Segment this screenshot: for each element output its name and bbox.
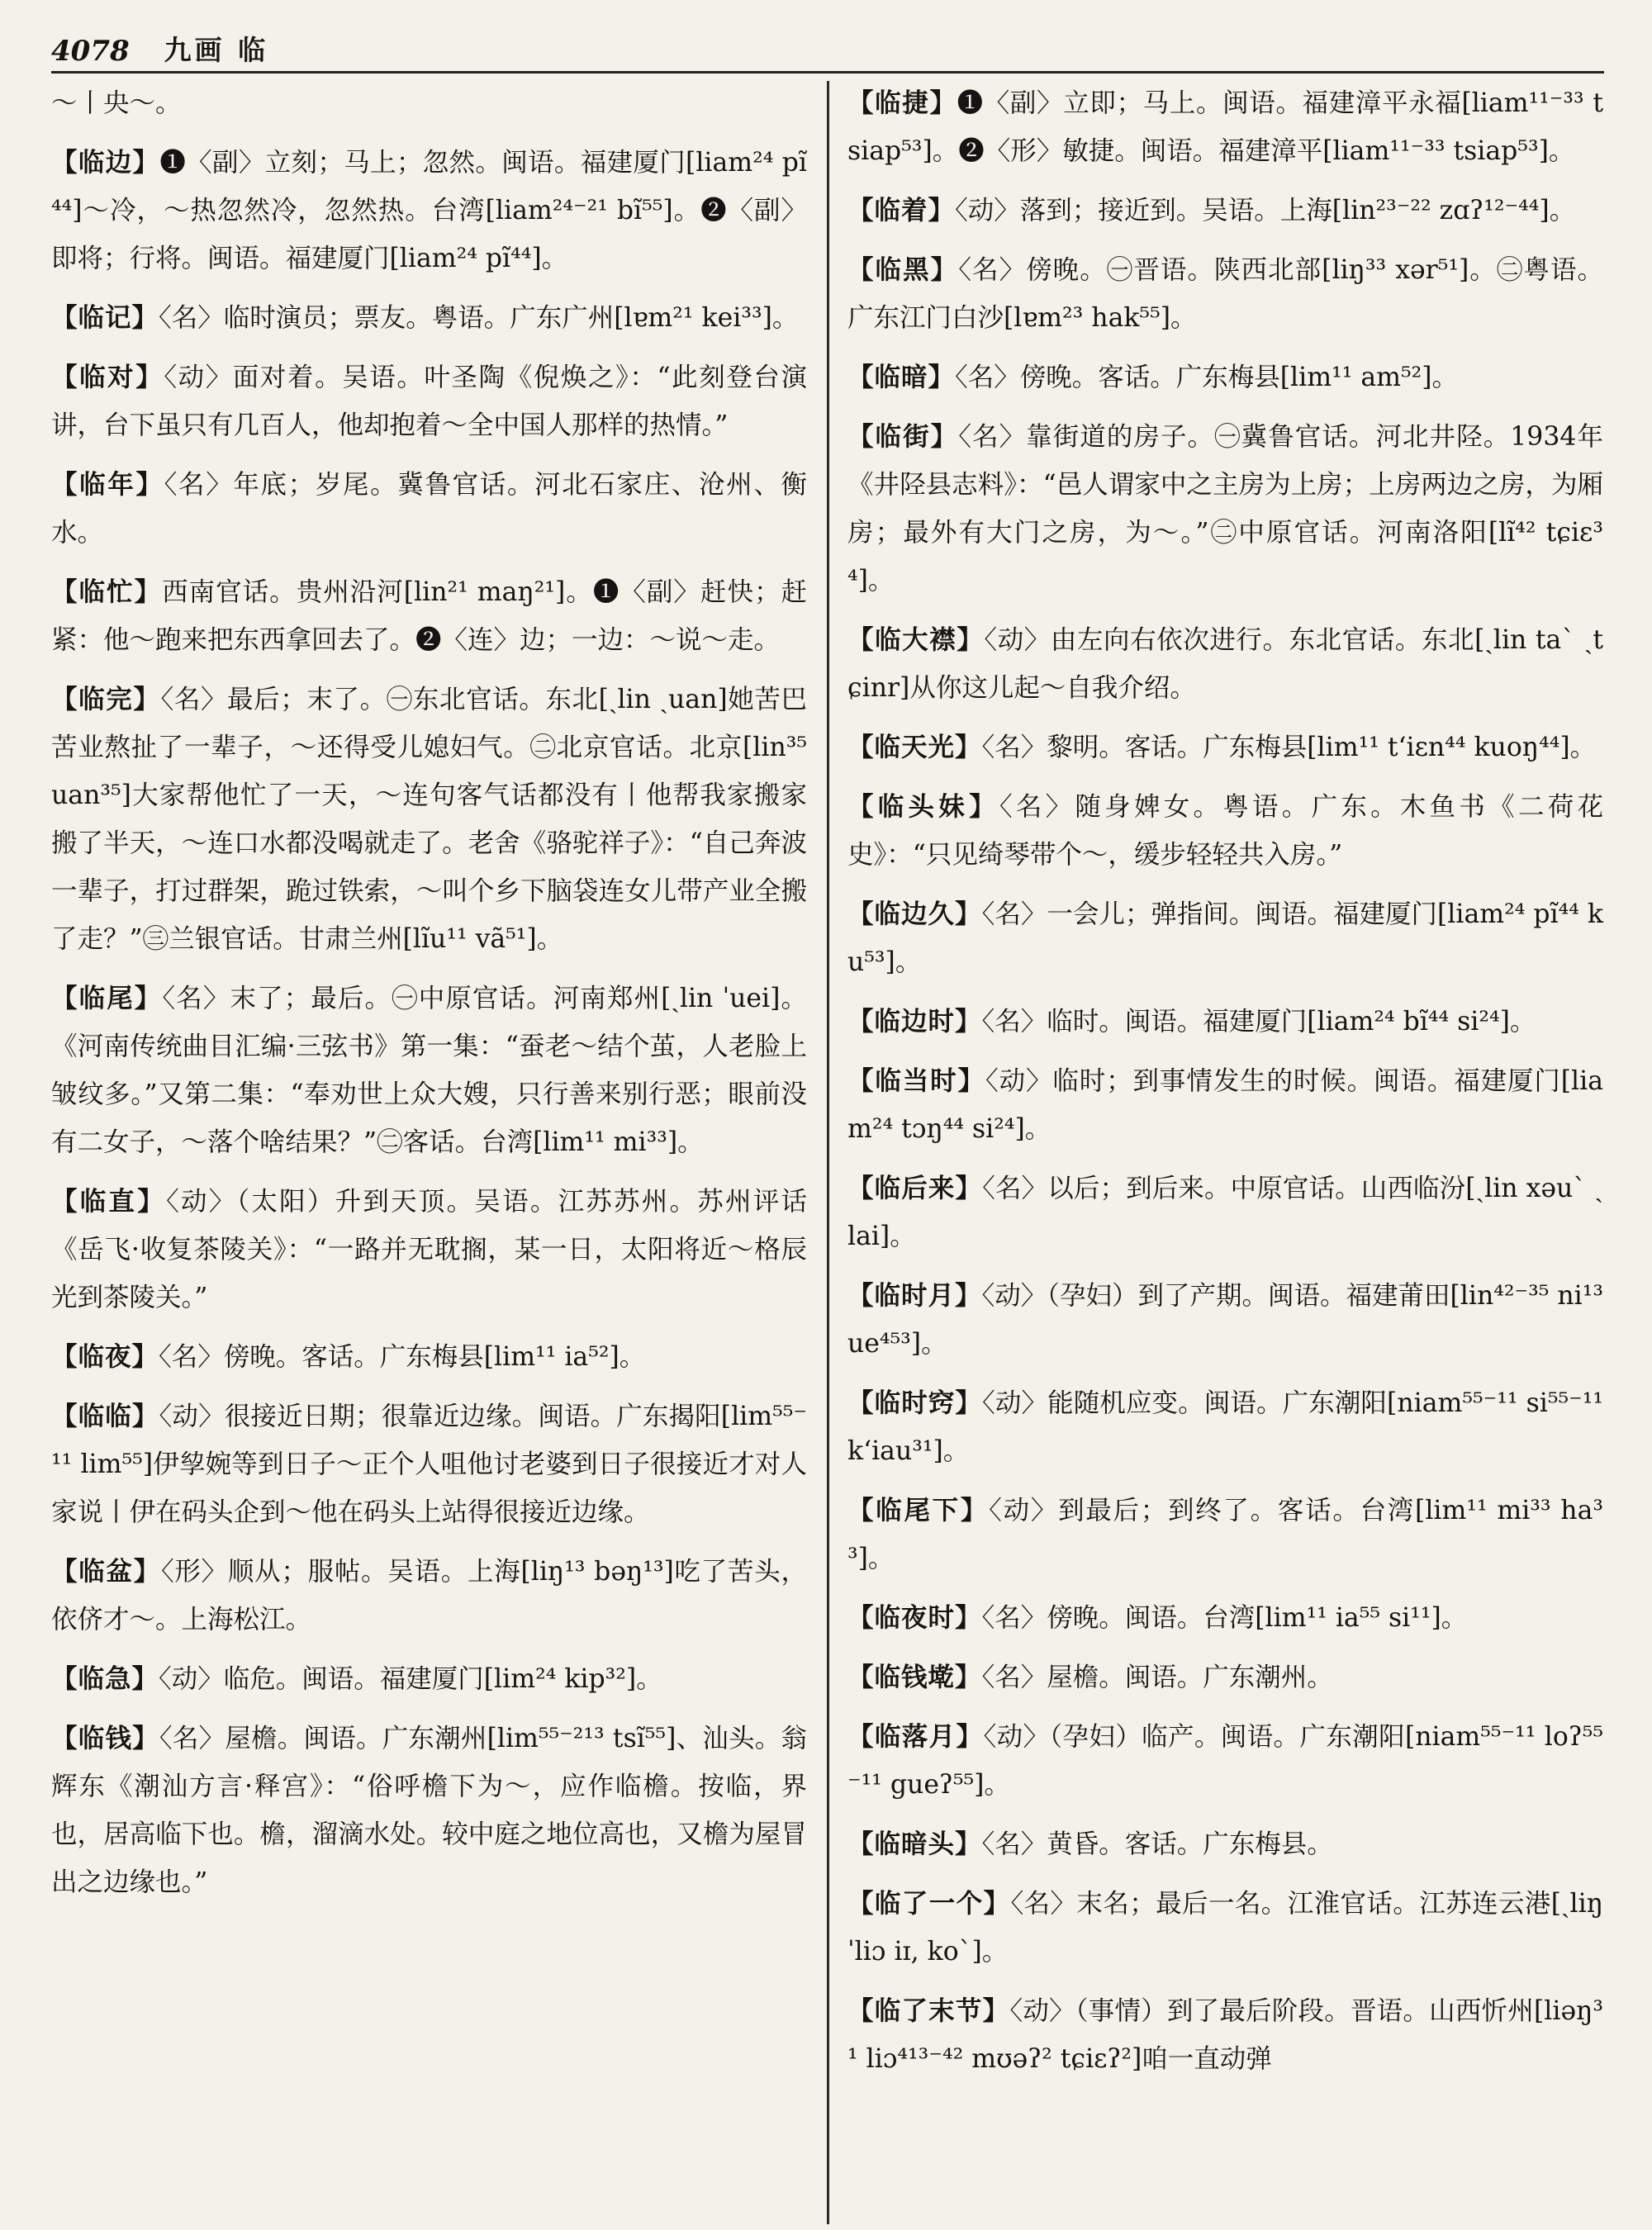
entry-headword: 【临直】 bbox=[51, 1186, 166, 1217]
dictionary-entry bbox=[51, 1333, 807, 1381]
entry-definition: 〈名〉随身婢女。粤语。广东。木鱼书《二荷花史》：“只见绮琴带个～，缓步轻轻共入房。” bbox=[847, 792, 1603, 870]
entry-definition: 〈名〉年底；岁尾。冀鲁官话。河北石家庄、沧州、衡水。 bbox=[51, 470, 807, 548]
right-column bbox=[847, 79, 1603, 2095]
dictionary-entry bbox=[847, 1820, 1603, 1868]
entry-headword: 【临头妹】 bbox=[847, 791, 999, 822]
entry-headword: 【临尾下】 bbox=[847, 1495, 990, 1525]
entry-definition: 〈名〉临时。闽语。福建厦门[liam²⁴ bĩ⁴⁴ si²⁴]。 bbox=[981, 1007, 1536, 1037]
dictionary-entry bbox=[847, 616, 1603, 712]
entry-definition: 西南官话。贵州沿河[lin²¹ maŋ²¹]。❶〈副〉赶快；赶紧：他～跑来把东西拿回去了。❷〈连〉边；一边：～说～走。 bbox=[51, 577, 807, 655]
entry-definition: 〈名〉傍晚。客话。广东梅县[lim¹¹ am⁵²]。 bbox=[955, 363, 1459, 392]
entry-definition: 〈动〉很接近日期；很靠近边缘。闽语。广东揭阳[lim⁵⁵⁻¹¹ lim⁵⁵]伊孧婉等到日子～正个人咀他讨老婆到日子很接近才对人家说丨伊在码头企到～他在码头上站得很接近边缘。 bbox=[51, 1402, 807, 1527]
dictionary-entry bbox=[51, 1548, 807, 1644]
entry-headword: 【临边】 bbox=[51, 147, 160, 178]
entry-definition: 〈名〉靠街道的房子。㊀冀鲁官话。河北井陉。1934年《井陉县志料》：“邑人谓家中之主房为上房；上房两边之房，为厢房；最外有大门之房，为～。”㊁中原官话。河南洛阳[lĩ⁴² tɕiɛ³⁴]。 bbox=[847, 422, 1603, 595]
entry-headword: 【临完】 bbox=[51, 684, 161, 714]
entry-definition: 〈名〉屋檐。闽语。广东潮州。 bbox=[981, 1663, 1333, 1692]
entry-definition: 〈名〉临时演员；票友。粤语。广东广州[lɐm²¹ kei³³]。 bbox=[159, 303, 799, 333]
entry-headword: 【临捷】 bbox=[847, 88, 957, 118]
entry-definition: 〈名〉黎明。客话。广东梅县[lim¹¹ tʻiɛn⁴⁴ kuoŋ⁴⁴]。 bbox=[981, 733, 1597, 762]
entry-headword: 【临临】 bbox=[51, 1401, 159, 1431]
entry-headword: 【临当时】 bbox=[847, 1065, 985, 1096]
dictionary-entry bbox=[847, 1594, 1603, 1642]
dictionary-entry bbox=[847, 413, 1603, 605]
dictionary-entry bbox=[51, 975, 807, 1166]
dictionary-entry bbox=[51, 461, 807, 557]
entry-headword: 【临年】 bbox=[51, 469, 164, 500]
header-rule bbox=[51, 71, 1604, 74]
dictionary-entry bbox=[847, 1487, 1603, 1582]
entry-definition: 〈动〉到最后；到终了。客话。台湾[lim¹¹ mi³³ ha³³]。 bbox=[847, 1496, 1603, 1573]
dictionary-entry bbox=[847, 724, 1603, 771]
entry-headword: 【临夜】 bbox=[51, 1341, 159, 1372]
dictionary-entry bbox=[51, 79, 807, 127]
entry-headword: 【临记】 bbox=[51, 302, 159, 333]
dictionary-entry bbox=[847, 1987, 1603, 2083]
dictionary-entry bbox=[847, 1272, 1603, 1368]
entry-definition: ❶〈副〉立即；马上。闽语。福建漳平永福[liam¹¹⁻³³ tsiap⁵³]。❷〈形〉敏捷。闽语。福建漳平[liam¹¹⁻³³ tsiap⁵³]。 bbox=[847, 88, 1603, 166]
dictionary-entry bbox=[51, 294, 807, 342]
entry-definition: ❶〈副〉立刻；马上；忽然。闽语。福建厦门[liam²⁴ pĩ⁴⁴]～冷，～热忽然冷，忽然热。台湾[liam²⁴⁻²¹ bĩ⁵⁵]。❷〈副〉即将；行将。闽语。福建厦门[liam²⁴ pĩ⁴⁴]。 bbox=[51, 148, 807, 273]
dictionary-entry bbox=[847, 1713, 1603, 1809]
dictionary-entry bbox=[51, 568, 807, 664]
entry-headword: 【临暗】 bbox=[847, 362, 956, 392]
entry-headword: 【临钱墘】 bbox=[847, 1662, 982, 1692]
entry-headword: 【临急】 bbox=[51, 1663, 159, 1694]
dictionary-entry bbox=[847, 353, 1603, 401]
entry-definition: 〈名〉最后；末了。㊀东北官话。东北[ˏlin ˏuan]她苦巴苦业熬扯了一辈子，～还得受儿媳妇气。㊁北京官话。北京[lin³⁵ uan³⁵]大家帮他忙了一天，～连句客气话都没有丨他帮我家搬家搬了半天，～连口水都没喝就走了。老舍《骆驼祥子》：“自己奔波一辈子，打过群架，跪过铁索，～叫个乡下脑袋连女儿带产业全搬了走？”㊂兰银官话。甘肃兰州[lĩu¹¹ vã⁵¹]。 bbox=[51, 685, 807, 954]
dictionary-entry bbox=[51, 1715, 807, 1906]
entry-definition: 〈动〉临时；到事情发生的时候。闽语。福建厦门[liam²⁴ tɔŋ⁴⁴ si²⁴]。 bbox=[847, 1066, 1603, 1144]
entry-headword: 【临黑】 bbox=[847, 254, 959, 285]
dictionary-entry bbox=[51, 353, 807, 449]
entry-definition: 〈动〉（事情）到了最后阶段。晋语。山西忻州[liəŋ³¹ liɔ⁴¹³⁻⁴² mʊəʔ² tɕiɛʔ²]咱一直动弹 bbox=[847, 1996, 1603, 2074]
entry-headword: 【临边时】 bbox=[847, 1006, 982, 1037]
entry-definition: 〈动〉（孕妇）临产。闽语。广东潮阳[niam⁵⁵⁻¹¹ loʔ⁵⁵⁻¹¹ gueʔ⁵⁵]。 bbox=[847, 1722, 1603, 1800]
dictionary-entry bbox=[847, 79, 1603, 175]
dictionary-entry bbox=[847, 1379, 1603, 1475]
entry-headword: 【临盆】 bbox=[51, 1556, 161, 1587]
left-column bbox=[51, 79, 807, 1918]
dictionary-entry bbox=[847, 187, 1603, 235]
running-header bbox=[51, 15, 1604, 68]
dictionary-entry bbox=[51, 1393, 807, 1536]
page-number: 4078 bbox=[51, 35, 130, 68]
entry-definition: 〈名〉一会儿；弹指间。闽语。福建厦门[liam²⁴ pĩ⁴⁴ ku⁵³]。 bbox=[847, 899, 1603, 977]
dictionary-entry bbox=[847, 783, 1603, 879]
entry-headword: 【临了一个】 bbox=[847, 1888, 1011, 1919]
entry-headword: 【临了末节】 bbox=[847, 1995, 1010, 2026]
entry-headword: 【临落月】 bbox=[847, 1721, 984, 1752]
entry-headword: 【临大襟】 bbox=[847, 624, 985, 655]
section-title: 九画 临 bbox=[164, 34, 269, 66]
dictionary-entry bbox=[847, 998, 1603, 1046]
dictionary-entry bbox=[51, 1178, 807, 1321]
entry-definition: 〈动〉能随机应变。闽语。广东潮阳[niam⁵⁵⁻¹¹ si⁵⁵⁻¹¹ kʻiau³¹]。 bbox=[847, 1388, 1603, 1466]
dictionary-entry bbox=[847, 246, 1603, 342]
entry-definition: 〈形〉顺从；服帖。吴语。上海[liŋ¹³ bəŋ¹³]吃了苦头，依侪才～。上海松江。 bbox=[51, 1557, 807, 1635]
entry-definition: 〈名〉黄昏。客话。广东梅县。 bbox=[981, 1829, 1333, 1859]
entry-definition: 〈名〉屋檐。闽语。广东潮州[lim⁵⁵⁻²¹³ tsĩ⁵⁵]、汕头。翁辉东《潮汕方言·释宫》：“俗呼檐下为～，应作临檐。按临，界也，居高临下也。檐，溜滴水处。较中庭之地位高也，又檐为屋冒出之边缘也。” bbox=[51, 1724, 807, 1897]
dictionary-entry bbox=[51, 139, 807, 282]
entry-definition: 〈动〉由左向右依次进行。东北官话。东北[ˏlin taˋ ˏtɕinr]从你这儿起～自我介绍。 bbox=[847, 625, 1603, 703]
dictionary-entry bbox=[847, 1654, 1603, 1701]
dictionary-entry bbox=[847, 1165, 1603, 1260]
entry-definition: 〈动〉落到；接近到。吴语。上海[lin²³⁻²² zɑʔ¹²⁻⁴⁴]。 bbox=[955, 196, 1576, 225]
entry-definition: 〈名〉末了；最后。㊀中原官话。河南郑州[ˏlin ˈuei]。《河南传统曲目汇编·三弦书》第一集：“蚕老～结个茧，人老脸上皱纹多。”又第二集：“奉劝世上众大嫂，只行善来别行恶；眼前没有二女子，～落个啥结果？”㊁客话。台湾[lim¹¹ mi³³]。 bbox=[51, 984, 807, 1157]
entry-definition: 〈动〉面对着。吴语。叶圣陶《倪焕之》：“此刻登台演讲，台下虽只有几百人，他却抱着～全中国人那样的热情。” bbox=[51, 363, 807, 440]
entry-headword: 【临钱】 bbox=[51, 1723, 159, 1753]
entry-definition: ～丨央～。 bbox=[51, 88, 182, 118]
dictionary-entry bbox=[847, 1057, 1603, 1153]
dictionary-entry bbox=[51, 1655, 807, 1703]
entry-headword: 【临后来】 bbox=[847, 1173, 983, 1203]
dictionary-entry bbox=[847, 1880, 1603, 1976]
dictionary-entry bbox=[51, 676, 807, 963]
entry-definition: 〈动〉临危。闽语。福建厦门[lim²⁴ kip³²]。 bbox=[159, 1664, 662, 1694]
entry-headword: 【临街】 bbox=[847, 421, 959, 452]
entry-headword: 【临边久】 bbox=[847, 899, 982, 929]
entry-headword: 【临忙】 bbox=[51, 576, 163, 607]
column-divider bbox=[827, 81, 829, 2224]
entry-definition: 〈动〉（孕妇）到了产期。闽语。福建莆田[lin⁴²⁻³⁵ ni¹³ ue⁴⁵³]。 bbox=[847, 1281, 1604, 1359]
dictionary-entry bbox=[847, 890, 1603, 986]
entry-headword: 【临暗头】 bbox=[847, 1829, 982, 1859]
entry-definition: 〈名〉以后；到后来。中原官话。山西临汾[ˏlin xəuˋ ˏlai]。 bbox=[847, 1174, 1603, 1251]
entry-headword: 【临尾】 bbox=[51, 983, 163, 1013]
entry-headword: 【临夜时】 bbox=[847, 1602, 982, 1633]
entry-definition: 〈名〉傍晚。㊀晋语。陕西北部[liŋ³³ xər⁵¹]。㊁粤语。广东江门白沙[lɐm²³ hak⁵⁵]。 bbox=[847, 255, 1603, 333]
entry-definition: 〈名〉傍晚。客话。广东梅县[lim¹¹ ia⁵²]。 bbox=[159, 1342, 646, 1372]
entry-headword: 【临时月】 bbox=[847, 1280, 982, 1311]
entry-headword: 【临天光】 bbox=[847, 732, 982, 762]
entry-headword: 【临时窍】 bbox=[847, 1388, 983, 1418]
entry-definition: 〈名〉傍晚。闽语。台湾[lim¹¹ ia⁵⁵ si¹¹]。 bbox=[981, 1603, 1468, 1633]
entry-headword: 【临着】 bbox=[847, 195, 956, 225]
entry-definition: 〈动〉（太阳）升到天顶。吴语。江苏苏州。苏州评话《岳飞·收复茶陵关》：“一路并无耽搁，某一日，太阳将近～格辰光到茶陵关。” bbox=[51, 1187, 807, 1312]
entry-definition: 〈名〉末名；最后一名。江淮官话。江苏连云港[ˏliŋ ˈliɔ iɪ, koˋ]。 bbox=[847, 1889, 1603, 1967]
entry-headword: 【临对】 bbox=[51, 362, 164, 392]
